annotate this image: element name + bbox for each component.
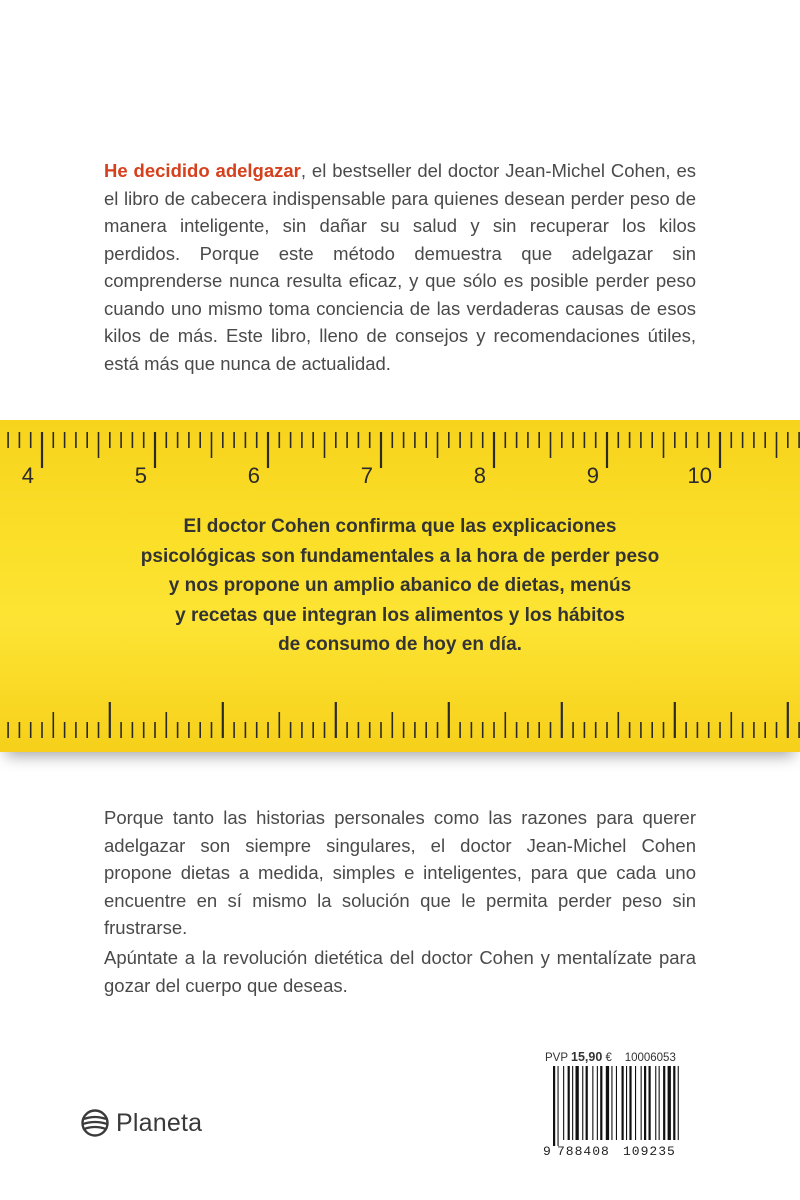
barcode-bar bbox=[663, 1066, 665, 1140]
barcode-bar bbox=[649, 1066, 651, 1140]
price-amount: 15,90 bbox=[571, 1050, 603, 1064]
planeta-globe-icon bbox=[80, 1108, 110, 1138]
barcode-bar bbox=[568, 1066, 570, 1140]
barcode-bar bbox=[659, 1066, 660, 1140]
ruler-callout-text bbox=[100, 512, 700, 660]
barcode-left-group: 788408 bbox=[557, 1144, 610, 1159]
barcode-bar bbox=[611, 1066, 612, 1140]
ruler-number: 6 bbox=[247, 463, 260, 488]
barcode-right-group: 109235 bbox=[623, 1144, 676, 1159]
barcode-bar bbox=[600, 1066, 602, 1140]
barcode-bar bbox=[616, 1066, 617, 1140]
barcode-bar bbox=[678, 1066, 679, 1140]
barcode-bar bbox=[563, 1066, 564, 1140]
intro-text: , el bestseller del doctor Jean-Michel Cohen, es el libro de cabecera indispensable para quienes desean perder peso de manera inteligente, sin dañar su salud y sin recuperar los kilos perdidos. Porque este método demuestra que adelgazar sin comprenderse nunca resulta eficaz, y que sólo es posible perder peso cuando uno mismo toma conciencia de las verdaderas causas de esos kilos de más. Este libro, lleno de consejos y recomendaciones útiles, está más que nunca de actualidad. bbox=[104, 160, 696, 374]
price-label: PVP bbox=[545, 1052, 568, 1064]
barcode-bar bbox=[626, 1066, 627, 1140]
ruler-ticks-top bbox=[8, 432, 799, 468]
barcode-first-digit: 9 bbox=[543, 1144, 551, 1159]
barcode-bar bbox=[597, 1066, 598, 1140]
measuring-ruler bbox=[0, 420, 800, 752]
barcode-bar bbox=[641, 1066, 642, 1140]
barcode-bar bbox=[655, 1066, 656, 1140]
barcode-bar bbox=[576, 1066, 579, 1140]
publisher-logo bbox=[80, 1108, 202, 1138]
ruler-text-line: y recetas que integran los alimentos y los hábitos bbox=[175, 604, 625, 626]
ruler-text-line: psicológicas son fundamentales a la hora de perder peso bbox=[140, 545, 660, 567]
barcode-bar bbox=[644, 1066, 646, 1140]
ruler-number: 8 bbox=[473, 463, 486, 488]
book-title-highlight: He decidido adelgazar bbox=[104, 160, 301, 181]
ruler-number: 4 bbox=[21, 463, 34, 488]
intro-paragraph bbox=[104, 157, 696, 377]
barcode-bar bbox=[582, 1066, 583, 1140]
ruler-text-line: El doctor Cohen confirma que las explicaciones bbox=[183, 516, 617, 537]
ruler-numbers bbox=[22, 463, 712, 488]
ruler-text-line: de consumo de hoy en día. bbox=[278, 634, 522, 655]
ruler-number: 10 bbox=[687, 463, 712, 488]
barcode-bar bbox=[606, 1066, 609, 1140]
barcode-bar bbox=[592, 1066, 593, 1140]
barcode-bar bbox=[558, 1066, 559, 1146]
body-paragraph: Porque tanto las historias personales como las razones para querer adelgazar son siempre singulares, el doctor Jean-Michel Cohen propone dietas a medida, simples e inteligentes, para que cada uno encuentre en sí mismo la solución que le permita perder peso sin frustrarse. bbox=[104, 807, 696, 938]
barcode-bar bbox=[635, 1066, 636, 1140]
price-line bbox=[545, 1050, 700, 1064]
barcode-bar bbox=[622, 1066, 624, 1140]
isbn-barcode bbox=[543, 1066, 703, 1146]
ruler-number: 5 bbox=[134, 463, 147, 488]
ruler-ticks-bottom bbox=[8, 702, 799, 738]
ruler-number: 7 bbox=[360, 463, 373, 488]
product-code: 10006053 bbox=[624, 1052, 676, 1064]
publisher-name: Planeta bbox=[116, 1108, 203, 1137]
price-currency: € bbox=[605, 1052, 612, 1064]
barcode-bar bbox=[668, 1066, 671, 1140]
barcode-bar bbox=[553, 1066, 555, 1146]
barcode-bar bbox=[629, 1066, 631, 1140]
ruler-text-line: y nos propone un amplio abanico de dietas, menús bbox=[168, 575, 632, 596]
barcode-bar bbox=[572, 1066, 573, 1140]
ruler-number: 9 bbox=[586, 463, 599, 488]
barcode-bar bbox=[673, 1066, 675, 1140]
closing-paragraph: Apúntate a la revolución dietética del doctor Cohen y mentalízate para gozar del cuerpo que deseas. bbox=[104, 947, 696, 996]
barcode-bar bbox=[586, 1066, 588, 1140]
